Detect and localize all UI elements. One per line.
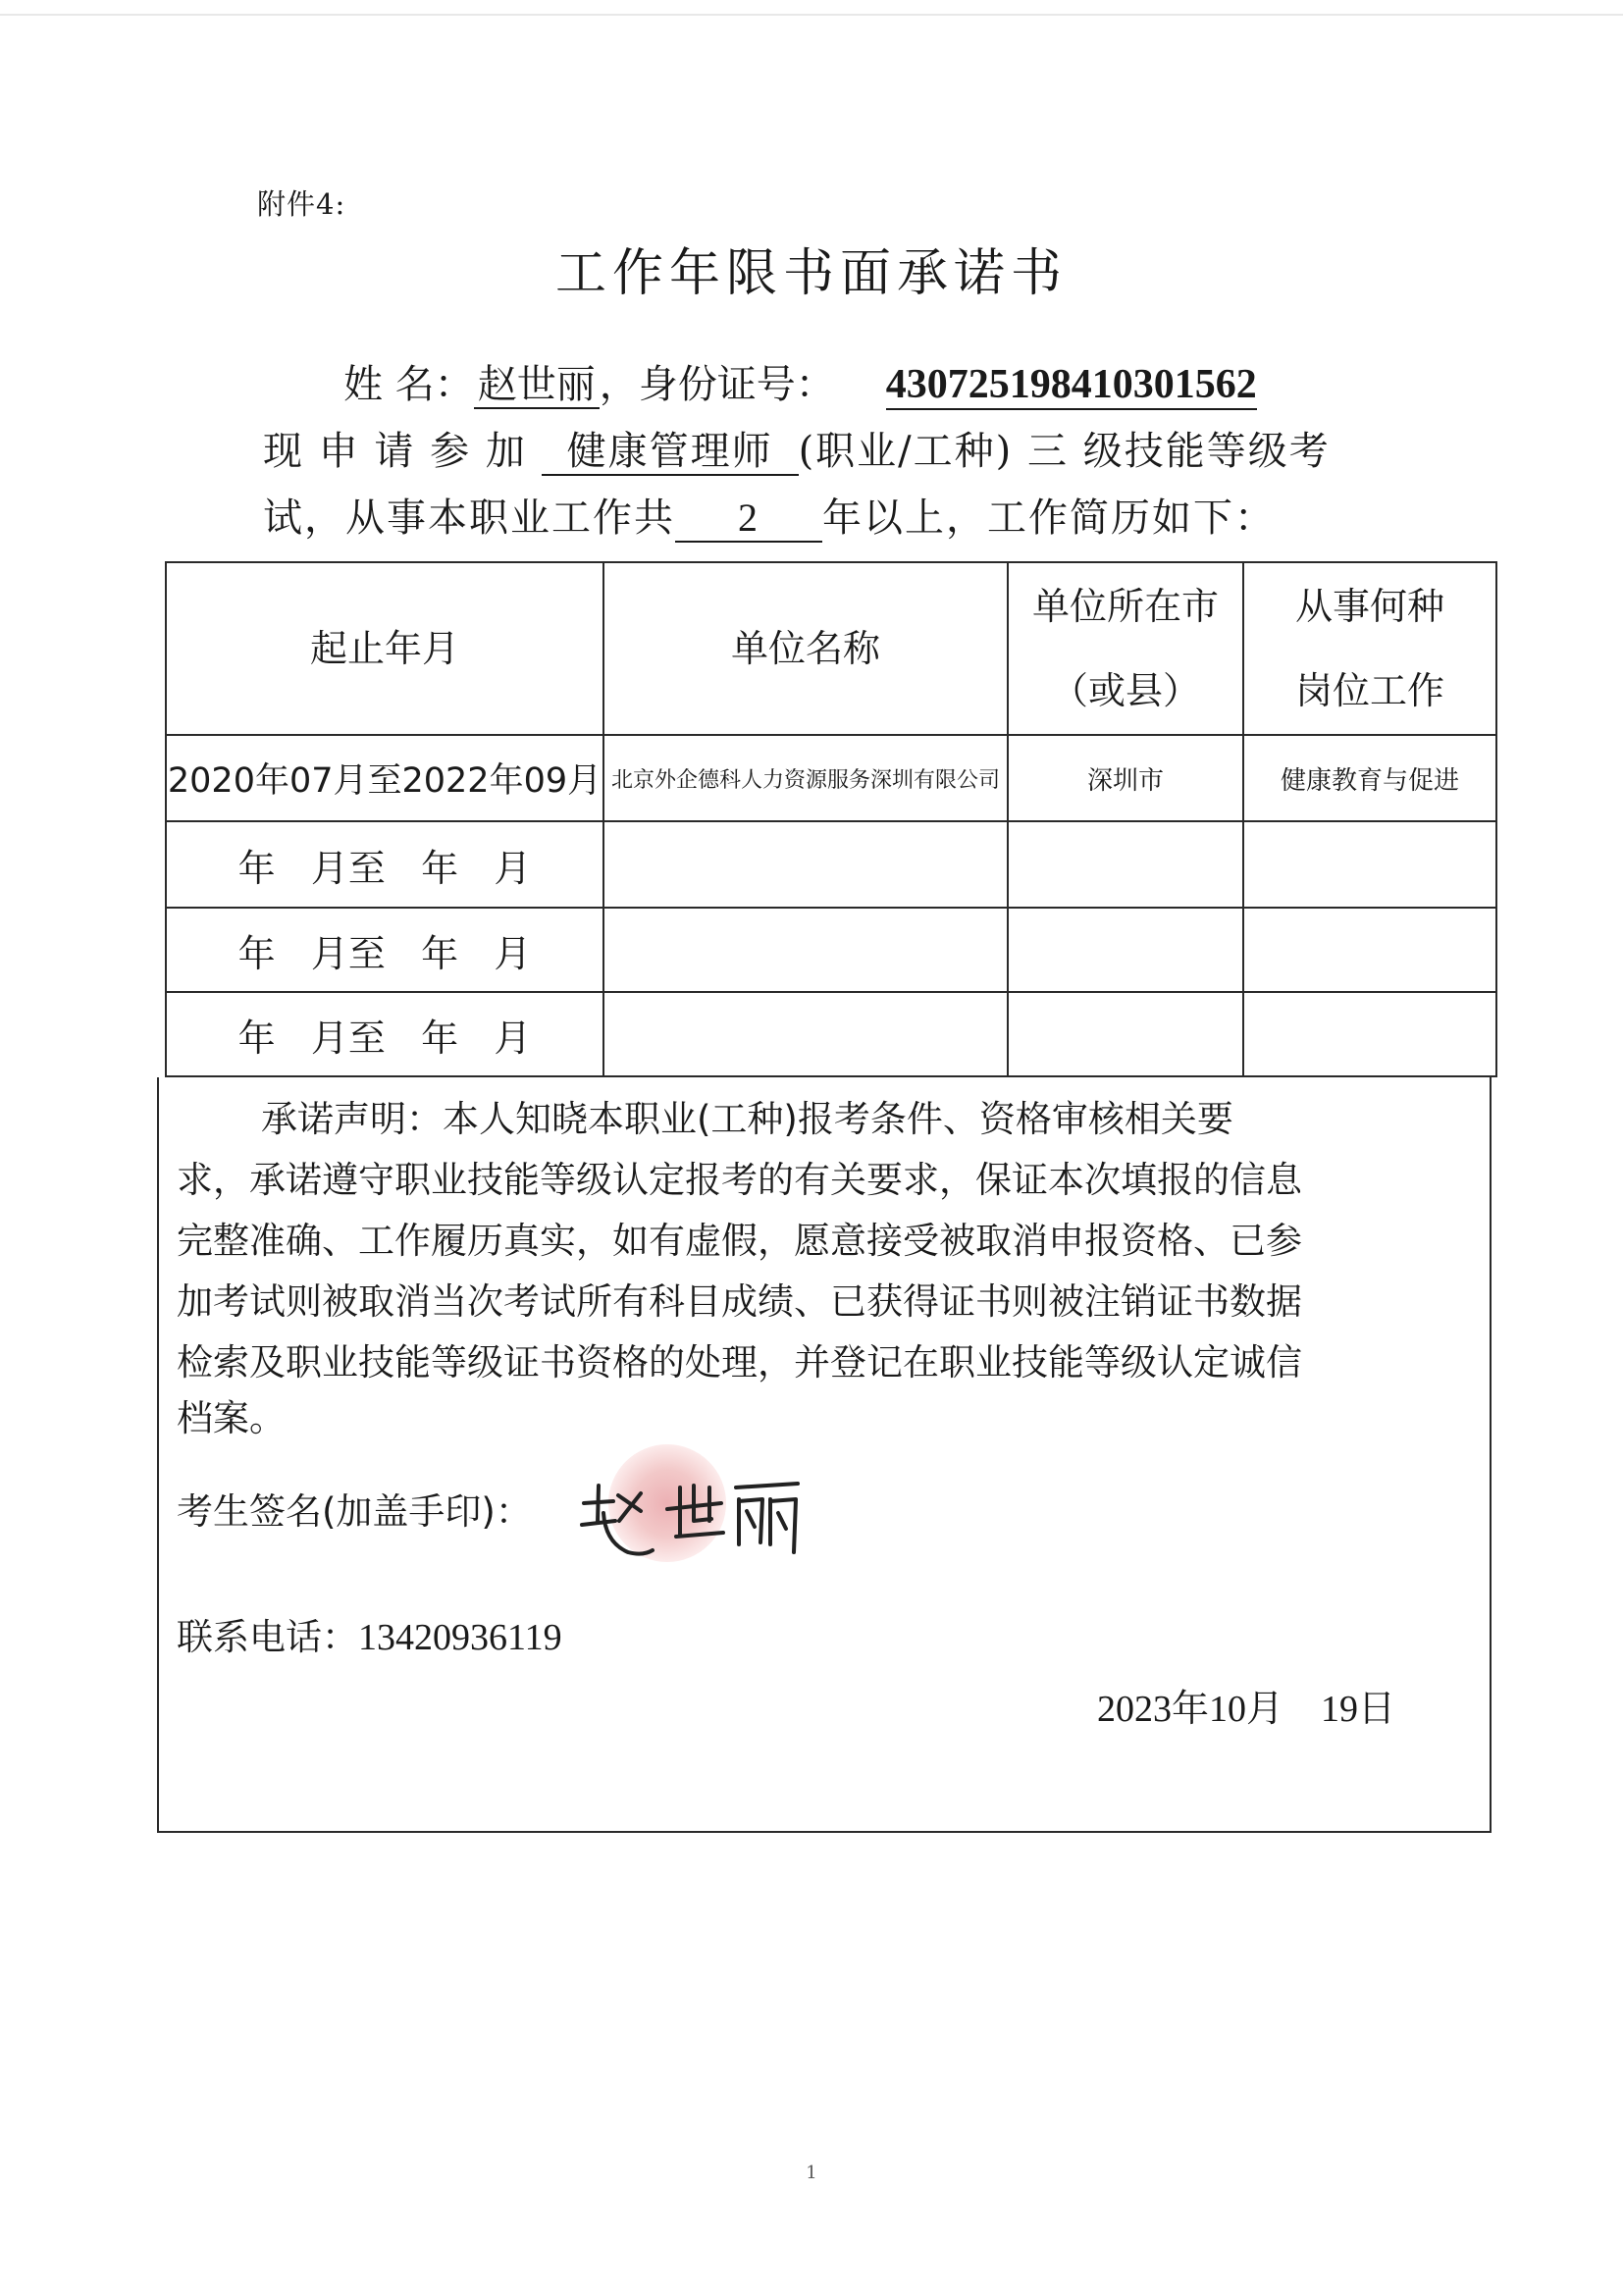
row-4-city	[1008, 992, 1243, 1076]
declaration-line-4: 加考试则被取消当次考试所有科目成绩、已获得证书则被注销证书数据	[177, 1280, 1302, 1323]
signature-date: 2023年10月 19日	[1097, 1689, 1396, 1730]
phone-label: 联系电话：	[177, 1616, 358, 1658]
row-3-city	[1008, 908, 1243, 992]
row-1-company: 北京外企德科人力资源服务深圳有限公司	[603, 735, 1008, 821]
years-value: 2	[675, 496, 822, 543]
declaration-line-1: 承诺声明：本人知晓本职业(工种)报考条件、资格审核相关要	[261, 1098, 1233, 1140]
row-4-post	[1243, 992, 1496, 1076]
row-3-company	[603, 908, 1008, 992]
occupation-value: 健康管理师	[542, 429, 799, 476]
row-4-company	[603, 992, 1008, 1076]
intro-years-suffix: 年以上，工作简历如下：	[822, 496, 1276, 541]
row-2-period-text: 年 月至 年 月	[237, 846, 532, 890]
row-4-period-text: 年 月至 年 月	[237, 1016, 532, 1060]
intro-line-3	[263, 487, 1276, 543]
header-period: 起止年月	[166, 562, 603, 735]
page-number: 1	[806, 2163, 817, 2183]
table-header-row	[166, 562, 1496, 735]
header-city	[1008, 562, 1243, 735]
declaration-line-5: 检索及职业技能等级证书资格的处理，并登记在职业技能等级认定诚信	[177, 1341, 1302, 1383]
row-2-period	[166, 821, 603, 908]
header-post-line-1: 从事何种	[1294, 585, 1444, 628]
row-2-company	[603, 821, 1008, 908]
signature-label: 考生签名(加盖手印)：	[177, 1490, 532, 1533]
row-3-period-text: 年 月至 年 月	[237, 931, 532, 975]
work-history-table	[165, 561, 1497, 1077]
table-row	[166, 908, 1496, 992]
header-post-line-2: 岗位工作	[1294, 669, 1444, 712]
intro-occupation-suffix: (职业/工种) 三 级技能等级考	[798, 429, 1331, 474]
declaration-line-6: 档案。	[177, 1397, 286, 1439]
intro-years-prefix: 试，从事本职业工作共	[263, 496, 675, 541]
name-label: 姓 名：	[343, 362, 474, 407]
annex-label: 附件4:	[257, 187, 346, 221]
header-post	[1243, 562, 1496, 735]
row-3-post	[1243, 908, 1496, 992]
table-row	[166, 992, 1496, 1076]
table-row	[166, 821, 1496, 908]
header-city-line-1: 单位所在市	[1031, 585, 1219, 628]
header-city-line-2: （或县）	[1050, 669, 1200, 712]
phone-value: 13420936119	[358, 1617, 562, 1658]
header-company: 单位名称	[603, 562, 1008, 735]
phone-row	[177, 1607, 562, 1660]
handwritten-signature	[574, 1474, 810, 1562]
row-2-post	[1243, 821, 1496, 908]
row-2-city	[1008, 821, 1243, 908]
row-1-post: 健康教育与促进	[1243, 735, 1496, 821]
name-value: 赵世丽	[474, 362, 600, 409]
intro-line-2	[263, 420, 1331, 476]
signature-row	[177, 1482, 532, 1535]
id-label: ，身份证号：	[599, 362, 835, 407]
scan-edge-line	[0, 14, 1623, 16]
declaration-line-2: 求，承诺遵守职业技能等级认定报考的有关要求，保证本次填报的信息	[177, 1159, 1302, 1201]
document-title: 工作年限书面承诺书	[554, 244, 1068, 303]
declaration-line-3: 完整准确、工作履历真实，如有虚假，愿意接受被取消申报资格、已参	[177, 1220, 1302, 1262]
id-number: 430725198410301562	[886, 361, 1257, 410]
row-1-city: 深圳市	[1008, 735, 1243, 821]
row-1-period: 2020年07月至2022年09月	[166, 735, 603, 821]
row-3-period	[166, 908, 603, 992]
intro-line-1	[343, 353, 1257, 410]
intro-apply-text: 现 申 请 参 加	[263, 429, 542, 474]
row-4-period	[166, 992, 603, 1076]
table-row	[166, 735, 1496, 821]
